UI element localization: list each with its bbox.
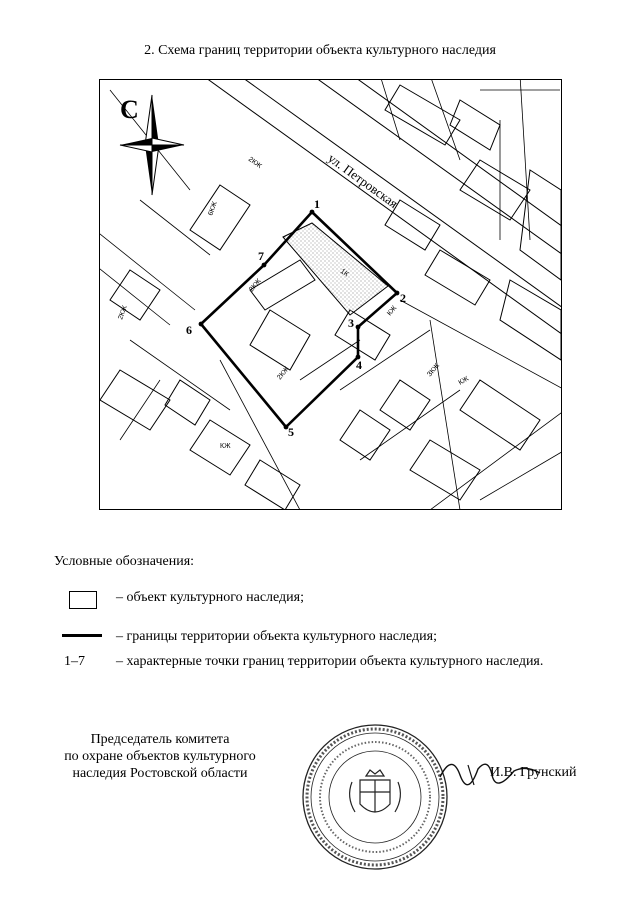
north-label: С [120,95,139,124]
point-label-1: 1 [314,197,320,211]
legend-row-object [54,590,614,610]
building-label: КЖ [457,375,471,387]
legend-row-boundary [54,629,614,649]
position-line: наследия Ростовской области [72,766,248,781]
building-label: КЖ [220,443,231,450]
map-drawing [100,80,561,509]
building-label: 1К [338,267,350,279]
building-label: ЗКЖ [426,362,442,379]
street-label: ул. Петровская [325,150,401,211]
building-label: 2КЖ [117,304,129,321]
signer-name: И.В. Грунский [490,765,577,780]
position-line: Председатель комитета [90,732,230,747]
point-label-4: 4 [356,358,362,372]
official-seal [300,722,450,872]
legend-text: – объект культурного наследия; [116,590,304,605]
site-plan-map [99,79,562,510]
building-label: 6КЖ [207,200,219,217]
signatory-position [40,731,280,782]
point-label-5: 5 [288,425,294,439]
position-line: по охране объектов культурного [64,749,256,764]
point-label-7: 7 [258,249,264,263]
buildings [100,85,561,509]
point-label-6: 6 [186,323,192,337]
building-label: КЖ [386,304,399,318]
legend-heading: Условные обозначения: [54,554,195,569]
building-label: 2КЖ [246,155,263,171]
legend-code: 1–7 [64,654,85,669]
coat-of-arms-icon [350,770,401,812]
legend-row-points [54,654,614,674]
legend-box-symbol [69,591,97,609]
legend-text: – характерные точки границ территории объекта культурного наследия. [116,654,544,669]
street-petrovskaya [195,80,561,340]
building-label: 2КЖ [248,277,263,294]
page-title: 2. Схема границ территории объекта культурного наследия [144,43,496,58]
building-label: 2КЖ [276,365,291,382]
point-label-3: 3 [348,316,354,330]
legend-text: – границы территории объекта культурного наследия; [116,629,437,644]
legend-line-symbol [62,634,102,637]
point-label-2: 2 [400,291,406,305]
